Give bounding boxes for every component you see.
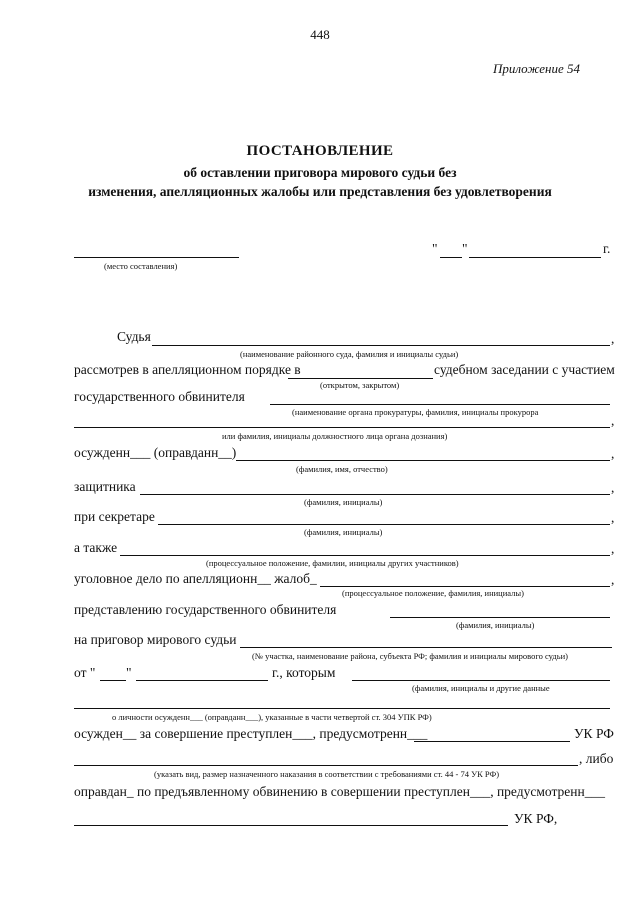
date-quote-open: " — [432, 241, 438, 256]
prosecutor-hint: (наименование органа прокуратуры, фамилия, инициалы прокурора — [292, 407, 539, 417]
convicted-hint: (фамилия, имя, отчество) — [296, 464, 388, 474]
whom-label: г., которым — [272, 665, 336, 680]
also-label: а также — [74, 540, 118, 555]
prosecutor-field-2[interactable] — [74, 427, 610, 428]
place-hint: (место составления) — [104, 261, 178, 271]
from-day-field[interactable] — [100, 680, 126, 681]
convicted-for-label: осужден__ за совершение преступлен___, предусмотренн___ — [74, 726, 428, 741]
acquitted-article-field[interactable] — [74, 825, 508, 826]
judge-field[interactable] — [152, 345, 610, 346]
convicted-field[interactable] — [236, 460, 610, 461]
article-field[interactable] — [414, 741, 570, 742]
place-field[interactable] — [74, 257, 239, 258]
identity-hint: о личности осужденн___ (оправданн___), указанные в части четвертой ст. 304 УПК РФ) — [112, 712, 432, 722]
prosecutor-field[interactable] — [270, 404, 610, 405]
uk-rf-end-label: УК РФ, — [514, 811, 558, 826]
convicted-label: осужденн___ (оправданн__) — [74, 445, 237, 460]
identity-field[interactable] — [74, 708, 610, 709]
either-label: , либо — [579, 751, 614, 766]
defender-label: защитника — [74, 479, 136, 494]
document-subtitle-line-2: изменения, апелляционных жалобы или представления без удовлетворения — [88, 184, 552, 199]
session-type-field[interactable] — [288, 378, 433, 379]
session-hint: (открытом, закрытом) — [320, 380, 400, 390]
date-month-year-field[interactable] — [469, 257, 601, 258]
appendix-label: Приложение 54 — [492, 61, 580, 76]
case-label: уголовное дело по апелляционн__ жалоб_ — [74, 571, 317, 586]
from-month-year-field[interactable] — [136, 680, 268, 681]
submission-field[interactable] — [390, 617, 610, 618]
verdict-field[interactable] — [240, 647, 612, 648]
session-label: судебном заседании с участием — [434, 362, 615, 377]
also-hint: (процессуальное положение, фамилии, инициалы других участников) — [206, 558, 459, 568]
verdict-hint: (№ участка, наименование района, субъекта РФ; фамилия и инициалы мирового судьи) — [252, 651, 568, 661]
case-field[interactable] — [320, 586, 610, 587]
reviewed-label: рассмотрев в апелляционном порядке в — [74, 362, 301, 377]
page-number: 448 — [310, 27, 330, 42]
defender-field[interactable] — [140, 494, 610, 495]
judge-hint: (наименование районного суда, фамилия и инициалы судьи) — [240, 349, 459, 359]
defender-hint: (фамилия, инициалы) — [304, 497, 383, 507]
year-suffix: г. — [603, 241, 611, 256]
date-day-field[interactable] — [440, 257, 462, 258]
secretary-field[interactable] — [158, 524, 610, 525]
secretary-hint: (фамилия, инициалы) — [304, 527, 383, 537]
acquitted-label: оправдан_ по предъявленному обвинению в совершении преступлен___, предусмотренн___ — [74, 784, 605, 799]
from-label: от " — [74, 665, 96, 680]
also-field[interactable] — [120, 555, 610, 556]
whom-field[interactable] — [352, 680, 610, 681]
verdict-label: на приговор мирового судьи — [74, 632, 237, 647]
whom-hint: (фамилия, инициалы и другие данные — [412, 683, 550, 693]
case-hint: (процессуальное положение, фамилия, инициалы) — [342, 588, 524, 598]
document-title: ПОСТАНОВЛЕНИЕ — [246, 143, 394, 159]
inquiry-hint: или фамилия, инициалы должностного лица органа дознания) — [222, 431, 448, 441]
from-quote: " — [126, 665, 132, 680]
secretary-label: при секретаре — [74, 509, 155, 524]
date-quote-close: " — [462, 241, 468, 256]
document-subtitle-line-1: об оставлении приговора мирового судьи без — [183, 165, 457, 180]
prosecutor-label: государственного обвинителя — [74, 389, 245, 404]
submission-label: представлению государственного обвинителя — [74, 602, 337, 617]
judge-label: Судья — [117, 329, 151, 344]
uk-rf-label: УК РФ — [574, 726, 614, 741]
punishment-hint: (указать вид, размер назначенного наказания в соответствии с требованиями ст. 44 - 74 УК РФ) — [154, 769, 500, 779]
punishment-field[interactable] — [74, 765, 578, 766]
submission-hint: (фамилия, инициалы) — [456, 620, 535, 630]
